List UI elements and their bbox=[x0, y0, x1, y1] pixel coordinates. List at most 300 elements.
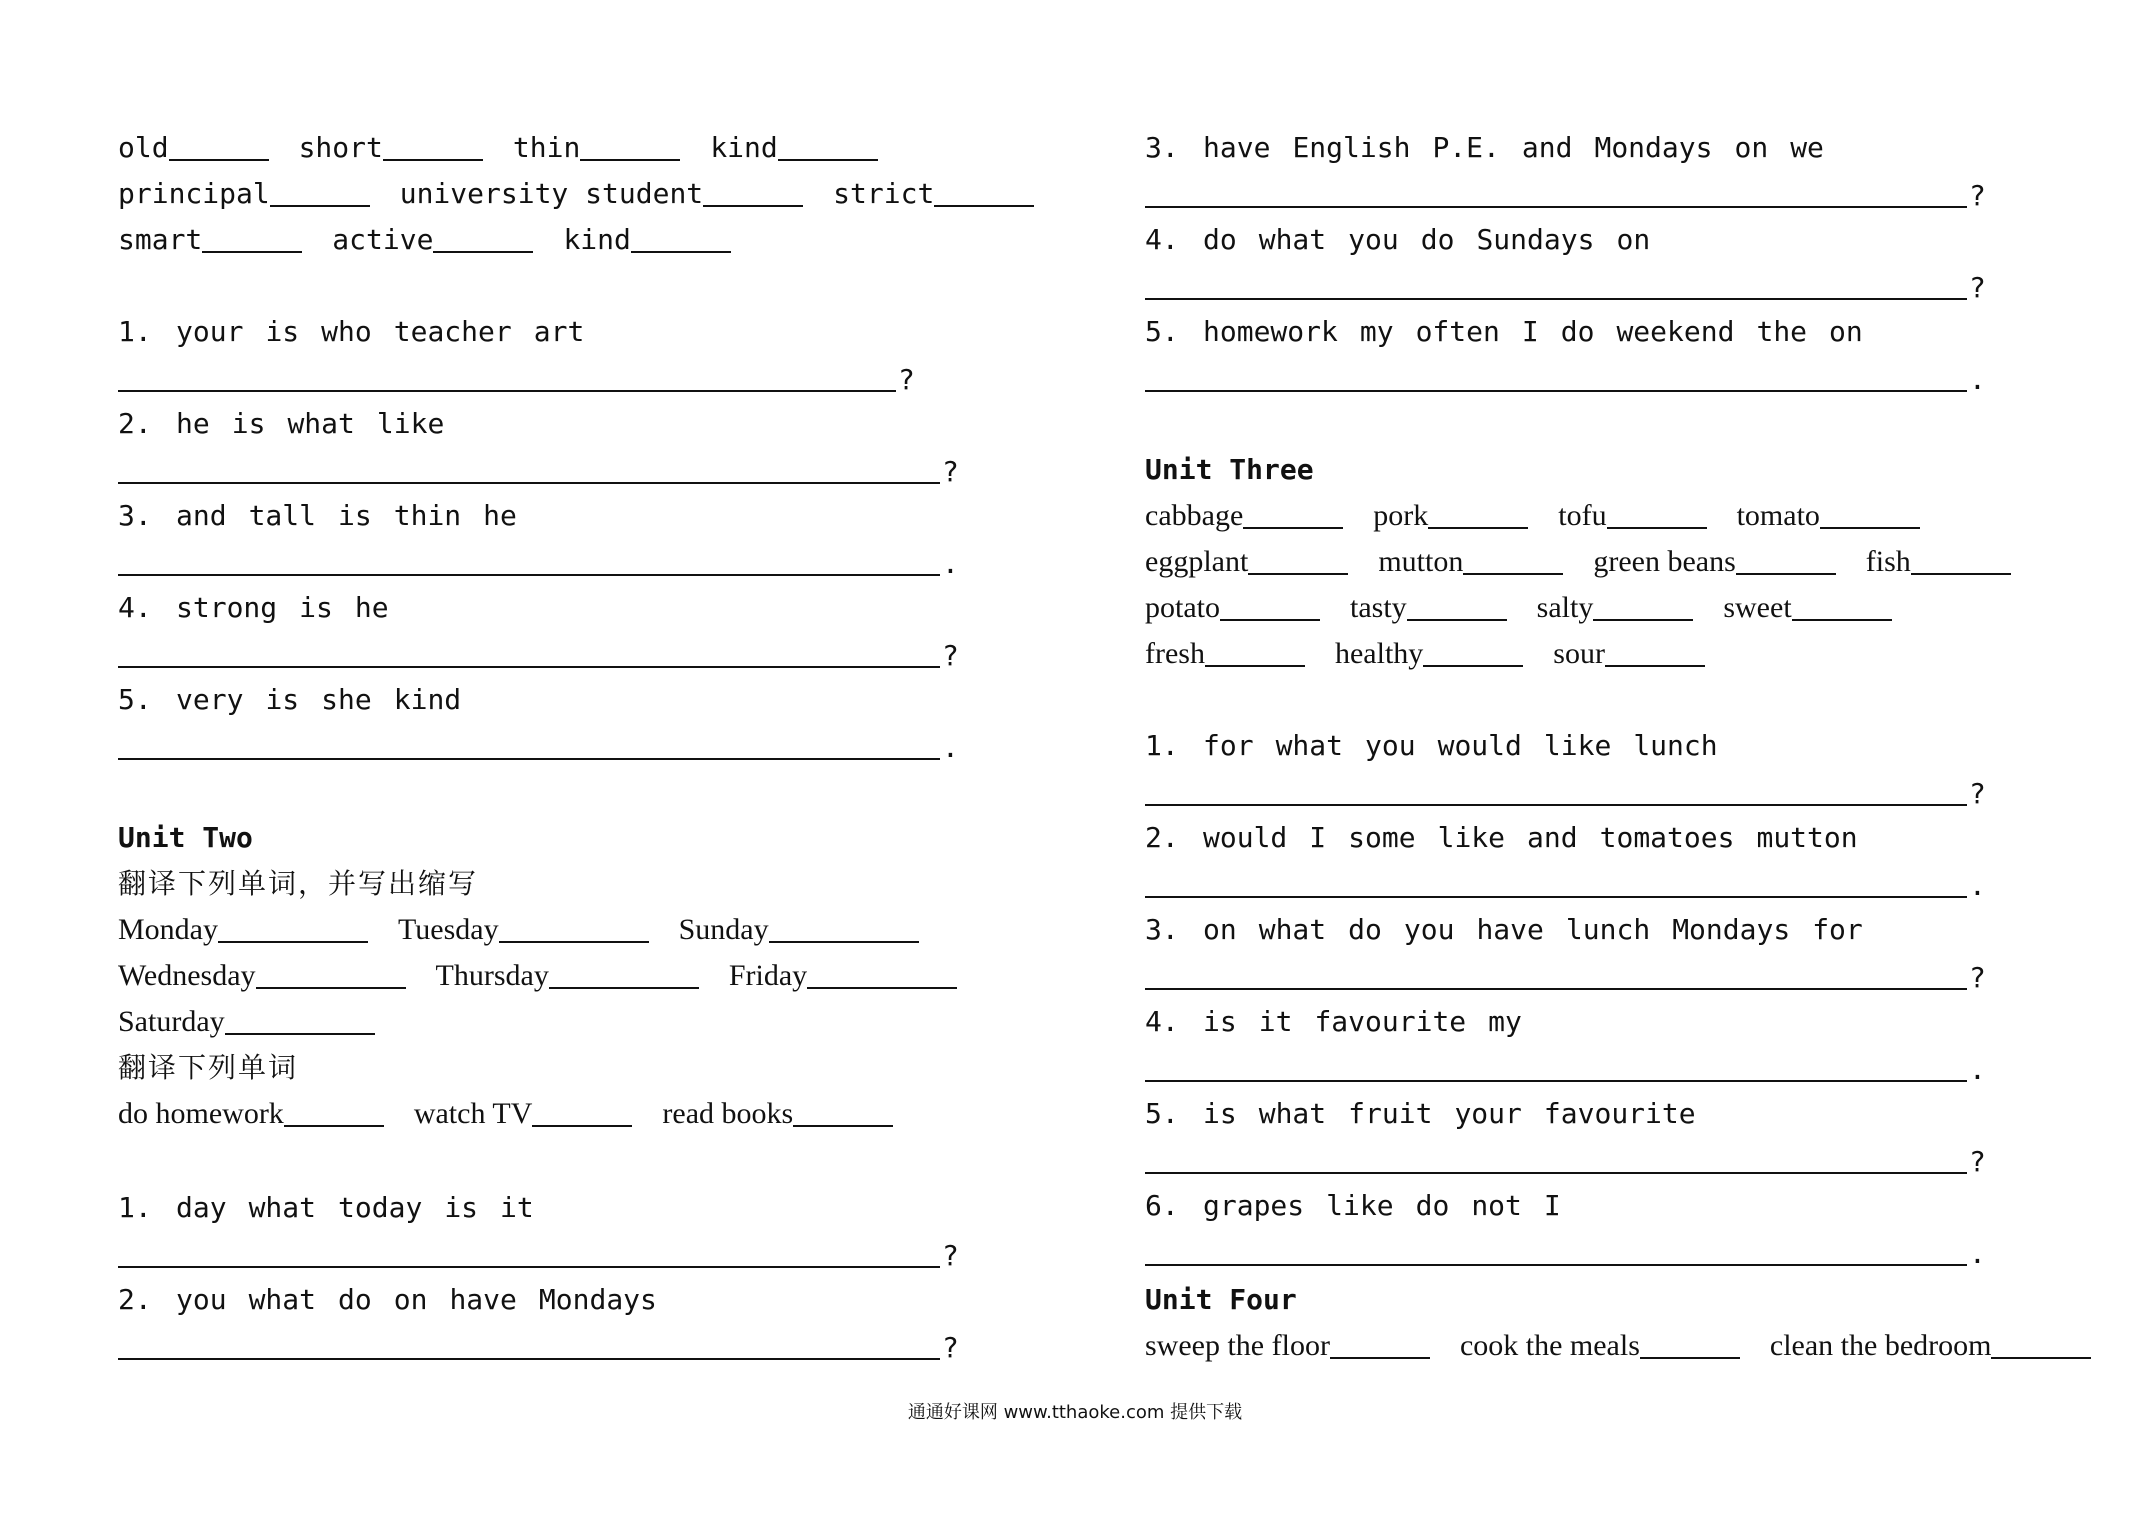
answer-line[interactable] bbox=[118, 1326, 960, 1366]
scrambled-word: do bbox=[1420, 223, 1455, 256]
answer-blank[interactable] bbox=[1330, 1329, 1430, 1359]
instruction-translate: 翻译下列单词 bbox=[118, 1051, 299, 1084]
end-punctuation: ? bbox=[1969, 179, 1986, 212]
end-punctuation: . bbox=[942, 547, 959, 580]
scrambled-word: do bbox=[1560, 315, 1595, 348]
scrambled-word: your bbox=[176, 315, 244, 348]
vocab-word: Thursday bbox=[435, 959, 549, 992]
scrambled-word: you bbox=[1403, 913, 1455, 946]
answer-rule bbox=[1145, 988, 1967, 990]
answer-blank[interactable] bbox=[218, 913, 368, 943]
vocab-word: healthy bbox=[1334, 637, 1424, 670]
scrambled-word: art bbox=[533, 315, 585, 348]
scrambled-word: what bbox=[287, 407, 355, 440]
scrambled-question bbox=[118, 312, 606, 352]
vocab-word: salty bbox=[1536, 591, 1594, 624]
answer-blank[interactable] bbox=[1243, 499, 1343, 529]
scrambled-word: do bbox=[1415, 1189, 1450, 1222]
scrambled-word: your bbox=[1454, 1097, 1522, 1130]
question-number: 6. bbox=[1145, 1189, 1179, 1222]
vocab-word: principal bbox=[118, 177, 270, 210]
vocab-item bbox=[833, 174, 1034, 214]
scrambled-word: some bbox=[1348, 821, 1416, 854]
vocab-item bbox=[1866, 542, 2011, 582]
question-number: 1. bbox=[1145, 729, 1179, 762]
answer-rule bbox=[1145, 206, 1967, 208]
scrambled-word: is bbox=[265, 683, 300, 716]
answer-blank[interactable] bbox=[1407, 591, 1507, 621]
vocab-word: eggplant bbox=[1145, 545, 1249, 578]
answer-line[interactable] bbox=[1145, 1140, 1987, 1180]
answer-rule bbox=[1145, 804, 1967, 806]
answer-line[interactable] bbox=[1145, 1048, 1987, 1088]
vocab-word: watch TV bbox=[413, 1097, 533, 1130]
vocab-item bbox=[1770, 1326, 2092, 1366]
scrambled-word: like bbox=[1543, 729, 1612, 762]
scrambled-word: kind bbox=[393, 683, 462, 716]
scrambled-question bbox=[1145, 910, 1885, 950]
question-number: 3. bbox=[1145, 131, 1179, 164]
answer-blank[interactable] bbox=[778, 131, 878, 161]
unit-two-heading: Unit Two bbox=[118, 821, 253, 854]
question-number: 1. bbox=[118, 315, 152, 348]
vocab-word: sweep the floor bbox=[1145, 1329, 1330, 1362]
scrambled-word: I bbox=[1309, 821, 1327, 854]
answer-blank[interactable] bbox=[532, 1097, 632, 1127]
end-punctuation: . bbox=[1969, 363, 1986, 396]
answer-blank[interactable] bbox=[1820, 499, 1920, 529]
vocab-word: sweet bbox=[1723, 591, 1792, 624]
vocab-word: read books bbox=[662, 1097, 794, 1130]
vocab-item bbox=[400, 174, 803, 214]
scrambled-word: lunch bbox=[1633, 729, 1718, 762]
scrambled-word: lunch bbox=[1565, 913, 1651, 946]
vocab-item bbox=[436, 956, 699, 996]
answer-blank[interactable] bbox=[934, 177, 1034, 207]
vocab-word: university student bbox=[399, 177, 704, 210]
answer-rule bbox=[1145, 1080, 1967, 1082]
vocab-word: Wednesday bbox=[118, 959, 256, 992]
question-number: 5. bbox=[1145, 1097, 1179, 1130]
answer-rule bbox=[1145, 390, 1967, 392]
vocab-row bbox=[118, 174, 1064, 214]
vocab-word: Saturday bbox=[118, 1005, 225, 1038]
end-punctuation: ? bbox=[942, 455, 959, 488]
vocab-item bbox=[1145, 496, 1343, 536]
scrambled-word: is bbox=[1203, 1097, 1237, 1130]
scrambled-word: and bbox=[1521, 131, 1573, 164]
answer-blank[interactable] bbox=[1205, 637, 1305, 667]
scrambled-question bbox=[118, 404, 466, 444]
answer-blank[interactable] bbox=[549, 959, 699, 989]
scrambled-word: and bbox=[1527, 821, 1578, 854]
scrambled-word: is bbox=[231, 407, 266, 440]
vocab-item bbox=[1373, 496, 1528, 536]
scrambled-question bbox=[118, 496, 539, 536]
scrambled-question bbox=[1145, 220, 1672, 260]
scrambled-word: my bbox=[1359, 315, 1394, 348]
answer-rule bbox=[118, 390, 896, 392]
vocab-row bbox=[118, 220, 761, 260]
scrambled-word: favourite bbox=[1314, 1005, 1467, 1038]
scrambled-word: on bbox=[1203, 913, 1237, 946]
question-number: 4. bbox=[1145, 1005, 1179, 1038]
answer-line[interactable] bbox=[118, 1234, 960, 1274]
scrambled-word: mutton bbox=[1756, 821, 1858, 854]
answer-rule bbox=[118, 1358, 940, 1360]
vocab-word: potato bbox=[1145, 591, 1220, 624]
scrambled-word: we bbox=[1790, 131, 1824, 164]
scrambled-word: would bbox=[1437, 729, 1522, 762]
answer-blank[interactable] bbox=[1605, 637, 1705, 667]
answer-line[interactable] bbox=[118, 358, 916, 398]
scrambled-word: do bbox=[1348, 913, 1382, 946]
scrambled-word: like bbox=[376, 407, 445, 440]
vocab-item bbox=[679, 910, 919, 950]
vocab-item bbox=[118, 956, 406, 996]
vocab-row bbox=[1145, 1326, 2121, 1366]
vocab-word: Tuesday bbox=[398, 913, 499, 946]
question-number: 2. bbox=[118, 1283, 152, 1316]
vocab-row bbox=[118, 956, 987, 996]
answer-line[interactable] bbox=[118, 634, 960, 674]
vocab-word: fresh bbox=[1145, 637, 1205, 670]
answer-blank[interactable] bbox=[1991, 1329, 2091, 1359]
answer-blank[interactable] bbox=[580, 131, 680, 161]
vocab-item bbox=[1737, 496, 1920, 536]
scrambled-word: is bbox=[265, 315, 300, 348]
answer-blank[interactable] bbox=[1463, 545, 1563, 575]
vocab-row bbox=[118, 910, 949, 950]
end-punctuation: . bbox=[1969, 1237, 1986, 1270]
scrambled-word: have bbox=[1476, 913, 1544, 946]
end-punctuation: ? bbox=[1969, 777, 1986, 810]
footer-credit: 通通好课网 www.tthaoke.com 提供下载 bbox=[907, 1402, 1243, 1423]
vocab-item bbox=[563, 220, 730, 260]
scrambled-word: you bbox=[1348, 223, 1399, 256]
vocab-item bbox=[513, 128, 680, 168]
answer-blank[interactable] bbox=[1423, 637, 1523, 667]
vocab-word: Friday bbox=[728, 959, 808, 992]
answer-line[interactable] bbox=[1145, 956, 1987, 996]
vocab-item bbox=[414, 1094, 633, 1134]
vocab-word: clean the bedroom bbox=[1769, 1329, 1992, 1362]
answer-rule bbox=[118, 666, 940, 668]
question-number: 3. bbox=[118, 499, 152, 532]
scrambled-word: like bbox=[1326, 1189, 1394, 1222]
vocab-item bbox=[1537, 588, 1694, 628]
answer-blank[interactable] bbox=[169, 131, 269, 161]
scrambled-question bbox=[118, 1188, 556, 1228]
scrambled-question bbox=[118, 588, 411, 628]
scrambled-word: she bbox=[321, 683, 372, 716]
vocab-item bbox=[1335, 634, 1523, 674]
vocab-word: fish bbox=[1865, 545, 1911, 578]
question-number: 1. bbox=[118, 1191, 152, 1224]
scrambled-word: weekend bbox=[1616, 315, 1735, 348]
scrambled-word: have bbox=[449, 1283, 517, 1316]
scrambled-word: the bbox=[1756, 315, 1808, 348]
vocab-word: tofu bbox=[1558, 499, 1607, 532]
vocab-item bbox=[1145, 634, 1305, 674]
question-number: 4. bbox=[118, 591, 152, 624]
scrambled-question bbox=[1145, 1002, 1544, 1042]
end-punctuation: . bbox=[1969, 869, 1986, 902]
vocab-word: tomato bbox=[1736, 499, 1820, 532]
vocab-item bbox=[118, 220, 302, 260]
scrambled-word: strong bbox=[176, 591, 278, 624]
unit-four-heading: Unit Four bbox=[1145, 1283, 1297, 1316]
question-number: 5. bbox=[118, 683, 152, 716]
scrambled-word: it bbox=[1258, 1005, 1293, 1038]
scrambled-word: for bbox=[1203, 729, 1254, 762]
vocab-word: mutton bbox=[1378, 545, 1464, 578]
scrambled-word: thin bbox=[393, 499, 462, 532]
vocab-item bbox=[118, 1002, 375, 1042]
scrambled-question bbox=[1145, 1186, 1583, 1226]
scrambled-word: and bbox=[176, 499, 227, 532]
answer-blank[interactable] bbox=[793, 1097, 893, 1127]
instruction-translate-abbreviate: 翻译下列单词，并写出缩写 bbox=[118, 867, 479, 900]
vocab-item bbox=[1460, 1326, 1740, 1366]
scrambled-word: would bbox=[1203, 821, 1288, 854]
answer-blank[interactable] bbox=[631, 223, 731, 253]
scrambled-word: fruit bbox=[1348, 1097, 1433, 1130]
question-number: 4. bbox=[1145, 223, 1179, 256]
vocab-item bbox=[1145, 1326, 1430, 1366]
answer-line[interactable] bbox=[118, 726, 960, 766]
vocab-word: strict bbox=[833, 177, 935, 210]
answer-blank[interactable] bbox=[256, 959, 406, 989]
vocab-word: short bbox=[298, 131, 383, 164]
scrambled-word: do bbox=[1203, 223, 1237, 256]
scrambled-word: today bbox=[338, 1191, 423, 1224]
vocab-word: Monday bbox=[118, 913, 218, 946]
vocab-item bbox=[1378, 542, 1563, 582]
vocab-word: kind bbox=[710, 131, 778, 164]
scrambled-word: what bbox=[1258, 1097, 1327, 1130]
scrambled-word: teacher bbox=[393, 315, 512, 348]
scrambled-word: what bbox=[1275, 729, 1344, 762]
scrambled-word: what bbox=[1258, 223, 1327, 256]
vocab-item bbox=[118, 174, 370, 214]
scrambled-question bbox=[1145, 818, 1880, 858]
scrambled-word: you bbox=[176, 1283, 227, 1316]
scrambled-question bbox=[1145, 128, 1846, 168]
answer-line[interactable] bbox=[1145, 772, 1987, 812]
answer-line[interactable] bbox=[1145, 266, 1987, 306]
scrambled-word: P.E. bbox=[1432, 131, 1500, 164]
scrambled-question bbox=[1145, 726, 1740, 766]
vocab-word: Sunday bbox=[678, 913, 769, 946]
scrambled-word: on bbox=[1616, 223, 1651, 256]
vocab-row bbox=[1145, 542, 2041, 582]
answer-line[interactable] bbox=[1145, 864, 1987, 904]
answer-line[interactable] bbox=[1145, 1232, 1987, 1272]
vocab-row bbox=[1145, 496, 1950, 536]
answer-blank[interactable] bbox=[1792, 591, 1892, 621]
vocab-item bbox=[1723, 588, 1891, 628]
answer-rule bbox=[118, 1266, 940, 1268]
answer-line[interactable] bbox=[1145, 358, 1987, 398]
vocab-row bbox=[1145, 588, 1922, 628]
scrambled-question bbox=[118, 1280, 679, 1320]
scrambled-word: grapes bbox=[1203, 1189, 1305, 1222]
end-punctuation: ? bbox=[942, 639, 959, 672]
answer-rule bbox=[1145, 1264, 1967, 1266]
answer-blank[interactable] bbox=[1736, 545, 1836, 575]
vocab-item bbox=[1145, 542, 1348, 582]
vocab-row bbox=[118, 1002, 405, 1042]
scrambled-word: is bbox=[1203, 1005, 1237, 1038]
scrambled-word: favourite bbox=[1543, 1097, 1696, 1130]
answer-blank[interactable] bbox=[1248, 545, 1348, 575]
scrambled-word: Mondays bbox=[1672, 913, 1791, 946]
scrambled-word: what bbox=[1258, 913, 1327, 946]
scrambled-word: not bbox=[1471, 1189, 1522, 1222]
scrambled-word: on bbox=[1829, 315, 1863, 348]
answer-blank[interactable] bbox=[284, 1097, 384, 1127]
scrambled-word: have bbox=[1203, 131, 1271, 164]
vocab-word: cabbage bbox=[1145, 499, 1244, 532]
vocab-item bbox=[118, 1094, 384, 1134]
answer-blank[interactable] bbox=[225, 1005, 375, 1035]
answer-blank[interactable] bbox=[1607, 499, 1707, 529]
scrambled-word: very bbox=[176, 683, 244, 716]
scrambled-word: who bbox=[321, 315, 372, 348]
vocab-row bbox=[118, 128, 908, 168]
answer-blank[interactable] bbox=[769, 913, 919, 943]
scrambled-word: is bbox=[299, 591, 333, 624]
scrambled-question bbox=[1145, 1094, 1718, 1134]
scrambled-word: you bbox=[1365, 729, 1416, 762]
question-number: 3. bbox=[1145, 913, 1179, 946]
scrambled-word: homework bbox=[1203, 315, 1338, 348]
end-punctuation: ? bbox=[1969, 1145, 1986, 1178]
scrambled-word: is bbox=[338, 499, 372, 532]
scrambled-question bbox=[1145, 312, 1885, 352]
scrambled-word: do bbox=[338, 1283, 372, 1316]
vocab-item bbox=[1593, 542, 1835, 582]
question-number: 5. bbox=[1145, 315, 1179, 348]
vocab-row bbox=[1145, 634, 1735, 674]
answer-blank[interactable] bbox=[202, 223, 302, 253]
vocab-item bbox=[299, 128, 483, 168]
scrambled-word: my bbox=[1488, 1005, 1522, 1038]
scrambled-word: on bbox=[393, 1283, 428, 1316]
end-punctuation: ? bbox=[1969, 961, 1986, 994]
vocab-item bbox=[710, 128, 877, 168]
scrambled-word: Mondays bbox=[1594, 131, 1713, 164]
vocab-item bbox=[1553, 634, 1705, 674]
answer-rule bbox=[118, 482, 940, 484]
vocab-word: smart bbox=[118, 223, 203, 256]
scrambled-word: it bbox=[500, 1191, 534, 1224]
vocab-word: pork bbox=[1373, 499, 1429, 532]
vocab-item bbox=[662, 1094, 893, 1134]
end-punctuation: . bbox=[1969, 1053, 1986, 1086]
scrambled-word: he bbox=[176, 407, 210, 440]
scrambled-word: is bbox=[444, 1191, 479, 1224]
scrambled-word: English bbox=[1292, 131, 1411, 164]
question-number: 2. bbox=[1145, 821, 1179, 854]
answer-blank[interactable] bbox=[703, 177, 803, 207]
end-punctuation: ? bbox=[1969, 271, 1986, 304]
scrambled-word: I bbox=[1543, 1189, 1561, 1222]
answer-rule bbox=[1145, 1172, 1967, 1174]
unit-three-heading: Unit Three bbox=[1145, 453, 1314, 486]
answer-rule bbox=[1145, 298, 1967, 300]
answer-blank[interactable] bbox=[1593, 591, 1693, 621]
end-punctuation: . bbox=[942, 731, 959, 764]
answer-line[interactable] bbox=[118, 450, 960, 490]
vocab-word: thin bbox=[512, 131, 581, 164]
answer-blank[interactable] bbox=[1220, 591, 1320, 621]
vocab-row bbox=[118, 1094, 923, 1134]
scrambled-word: Sundays bbox=[1476, 223, 1595, 256]
answer-blank[interactable] bbox=[807, 959, 957, 989]
vocab-word: old bbox=[118, 131, 169, 164]
scrambled-word: Mondays bbox=[538, 1283, 657, 1316]
answer-blank[interactable] bbox=[270, 177, 370, 207]
answer-rule bbox=[118, 758, 940, 760]
vocab-word: active bbox=[332, 223, 434, 256]
scrambled-question bbox=[118, 680, 483, 720]
scrambled-word: for bbox=[1812, 913, 1863, 946]
vocab-item bbox=[118, 128, 269, 168]
scrambled-word: day bbox=[176, 1191, 227, 1224]
end-punctuation: ? bbox=[942, 1239, 959, 1272]
scrambled-word: often bbox=[1415, 315, 1500, 348]
answer-blank[interactable] bbox=[1428, 499, 1528, 529]
scrambled-word: on bbox=[1734, 131, 1769, 164]
answer-blank[interactable] bbox=[1911, 545, 2011, 575]
answer-blank[interactable] bbox=[433, 223, 533, 253]
answer-rule bbox=[118, 574, 940, 576]
vocab-item bbox=[398, 910, 649, 950]
scrambled-word: he bbox=[354, 591, 389, 624]
scrambled-word: tall bbox=[248, 499, 317, 532]
end-punctuation: ? bbox=[898, 363, 915, 396]
scrambled-word: tomatoes bbox=[1599, 821, 1735, 854]
vocab-word: green beans bbox=[1593, 545, 1736, 578]
vocab-word: sour bbox=[1553, 637, 1605, 670]
question-number: 2. bbox=[118, 407, 152, 440]
scrambled-word: what bbox=[248, 1283, 317, 1316]
vocab-item bbox=[1145, 588, 1320, 628]
vocab-word: do homework bbox=[118, 1097, 284, 1130]
vocab-item bbox=[729, 956, 957, 996]
scrambled-word: what bbox=[248, 1191, 317, 1224]
scrambled-word: like bbox=[1437, 821, 1506, 854]
vocab-word: cook the meals bbox=[1459, 1329, 1640, 1362]
vocab-word: tasty bbox=[1350, 591, 1407, 624]
vocab-item bbox=[1558, 496, 1706, 536]
answer-line[interactable] bbox=[118, 542, 960, 582]
answer-blank[interactable] bbox=[383, 131, 483, 161]
answer-rule bbox=[1145, 896, 1967, 898]
vocab-item bbox=[118, 910, 368, 950]
vocab-item bbox=[1350, 588, 1507, 628]
end-punctuation: ? bbox=[942, 1331, 959, 1364]
scrambled-word: he bbox=[483, 499, 517, 532]
answer-blank[interactable] bbox=[1640, 1329, 1740, 1359]
scrambled-word: I bbox=[1521, 315, 1539, 348]
vocab-item bbox=[332, 220, 533, 260]
answer-line[interactable] bbox=[1145, 174, 1987, 214]
answer-blank[interactable] bbox=[499, 913, 649, 943]
vocab-word: kind bbox=[563, 223, 631, 256]
